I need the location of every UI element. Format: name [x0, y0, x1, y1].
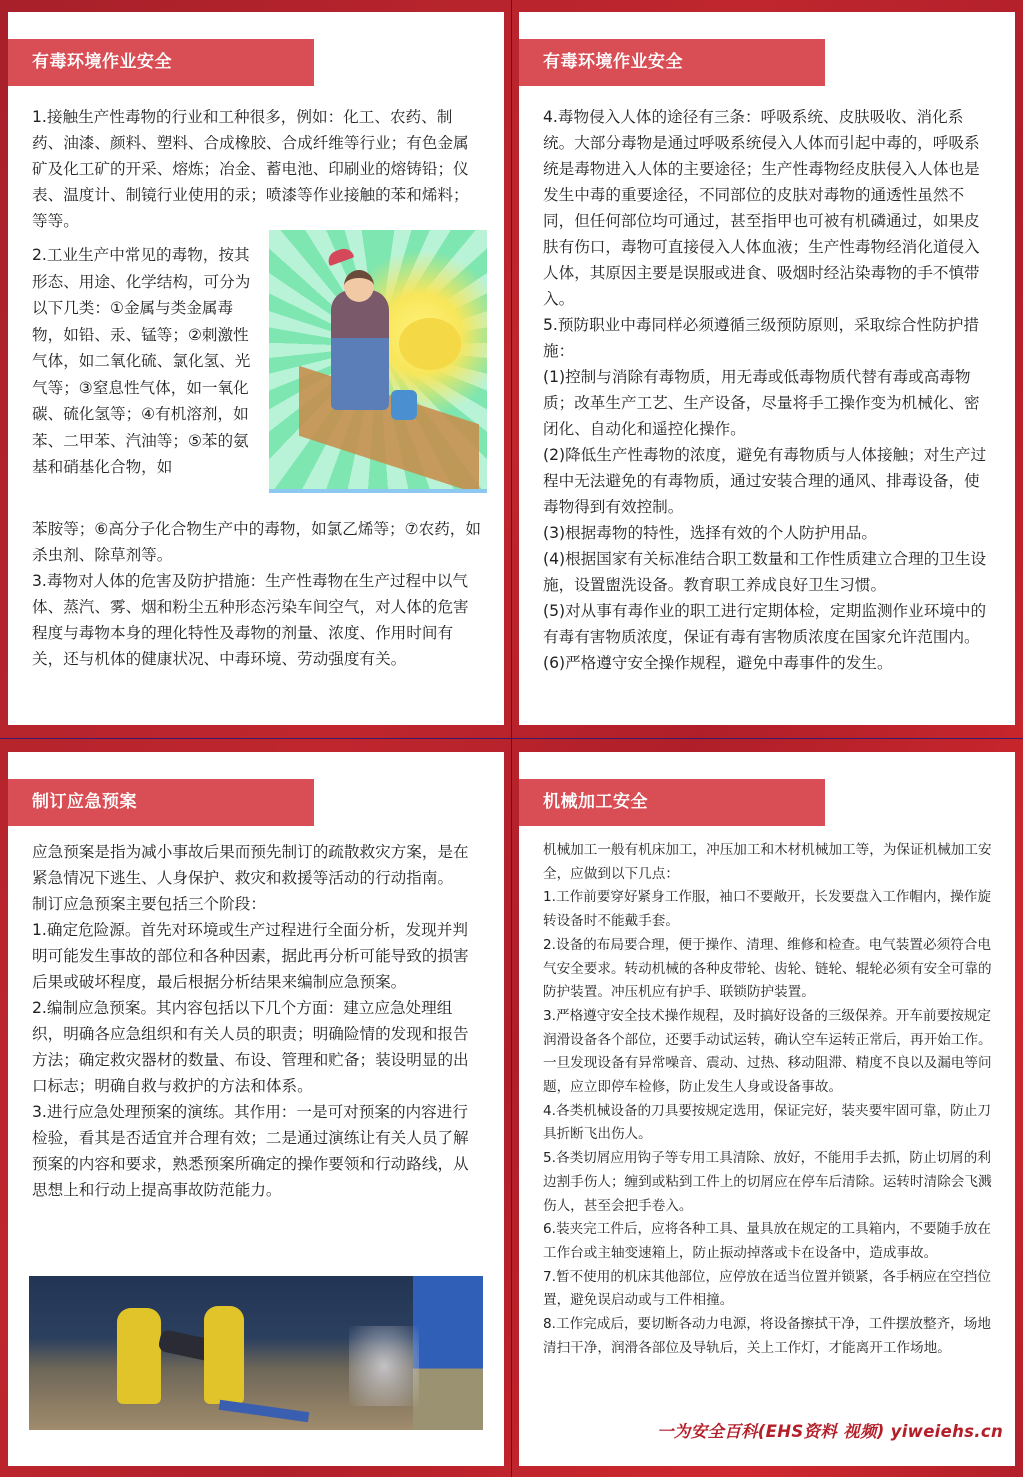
worker-toxic-gas-illustration [269, 230, 487, 493]
paragraph: (3)根据毒物的特性，选择有效的个人防护用品。 [543, 524, 877, 542]
paragraph: 机械加工一般有机床加工，冲压加工和木材机械加工等，为保证机械加工安全，应做到以下几点： [543, 842, 992, 882]
paragraph: 应急预案是指为减小事故后果而预先制订的疏散救灾方案，是在紧急情况下逃生、人身保护、救灾和救援等活动的行动指南。 [32, 843, 469, 887]
stretcher [219, 1400, 310, 1422]
panel-title: 有毒环境作业安全 [8, 39, 314, 86]
table-shape [299, 366, 479, 493]
smoke [349, 1326, 419, 1406]
paragraph: 1.工作前要穿好紧身工作服，袖口不要敞开，长发要盘入工作帽内，操作旋转设备时不能戴手套。 [543, 889, 991, 930]
paragraph: 7.暂不使用的机床其他部位，应停放在适当位置并锁紧，各手柄应在空挡位置，避免误启动或与工件相撞。 [543, 1268, 991, 1309]
panel-emergency-plan [8, 752, 504, 1466]
panel-machining-safety [519, 752, 1015, 1466]
paragraph: (5)对从事有毒作业的职工进行定期体检，定期监测作业环境中的有毒有害物质浓度，保证有毒有害物质浓度在国家允许范围内。 [543, 602, 987, 646]
panel-toxic-environment-1 [8, 12, 504, 725]
paragraph: 2.编制应急预案。其内容包括以下几个方面：建立应急处理组织，明确各应急组织和有关人员的职责；明确险情的发现和报告方法；确定救灾器材的数量、布设、管理和贮备；装设明显的出口标志；明确自救与救护的方法和体系。 [32, 999, 469, 1095]
paragraph: 6.装夹完工件后，应将各种工具、量具放在规定的工具箱内，不要随手放在工作台或主轴变速箱上，防止振动掉落或卡在设备中，造成事故。 [543, 1221, 991, 1261]
paragraph: 8.工作完成后，要切断各动力电源，将设备擦拭干净，工件摆放整齐，场地清扫干净，润滑各部位及导轨后，关上工作灯，才能离开工作场地。 [543, 1316, 991, 1356]
blue-building [413, 1276, 483, 1430]
paragraph-hazards: 3.毒物对人体的危害及防护措施：生产性毒物在生产过程中以气体、蒸汽、雾、烟和粉尘五种形态污染车间空气，对人体的危害程度与毒物本身的理化特性及毒物的剂量、浓度、作用时间有关，还与机体的健康状况、中毒环境、劳动强度有关。 [32, 572, 469, 668]
panel-title: 有毒环境作业安全 [519, 39, 825, 86]
paragraph: 3.进行应急处理预案的演练。其作用：一是可对预案的内容进行检验，看其是否适宜并合理有效；二是通过演练让有关人员了解预案的内容和要求，熟悉预案所确定的操作要领和行动路线，从思想上和行动上提高事故防范能力。 [32, 1103, 469, 1199]
watermark: 一为安全百科(EHS资料 视频) yiweiehs.cn [657, 1422, 1003, 1441]
paragraph: 4.毒物侵入人体的途径有三条：呼吸系统、皮肤吸收、消化系统。大部分毒物是通过呼吸系统侵入人体而引起中毒的，呼吸系统是毒物进入人体的主要途径；生产性毒物经皮肤侵入人体也是发生中毒的重要途径，不同部位的皮肤对毒物的通透性虽然不同，但任何部位均可通过，甚至指甲也可被有机磷通过，如果皮肤有伤口，毒物可直接侵入人体血液；生产性毒物经消化道侵入人体，其原因主要是误服或进食、吸烟时经沾染毒物的手不慎带入。 [543, 108, 980, 308]
panel-title: 机械加工安全 [519, 779, 825, 826]
panel-toxic-environment-2 [519, 12, 1015, 725]
paragraph-poison-types: 2.工业生产中常见的毒物，按其形态、用途、化学结构，可分为以下几类：①金属与类金属毒物，如铅、汞、锰等；②刺激性气体，如二氧化硫、氯化氢、光气等；③窒息性气体，如一氧化碳、硫化氢等；④有机溶剂，如苯、二甲苯、汽油等；⑤苯的氨基和硝基化合物，如 [32, 246, 251, 476]
paragraph: 3.严格遵守安全技术操作规程，及时搞好设备的三级保养。开车前要按规定润滑设备各个部位，还要手动试运转，确认空车运转正常后，再开始工作。一旦发现设备有异常噪音、震动、过热、移动阻滞、精度不良以及漏电等问题，应立即停车检修，防止发生人身或设备事故。 [543, 1007, 992, 1096]
paragraph-poison-types-rest: 苯胺等；⑥高分子化合物生产中的毒物，如氯乙烯等；⑦农药，如杀虫剂、除草剂等。 [32, 520, 481, 564]
paragraph: (1)控制与消除有毒物质，用无毒或低毒物质代替有毒或高毒物质；改革生产工艺、生产设备，尽量将手工操作变为机械化、密闭化、自动化和遥控化操作。 [543, 368, 980, 438]
paragraph: 5.预防职业中毒同样必须遵循三级预防原则，采取综合性防护措施： [543, 316, 979, 360]
hazmat-suit-rescuer [117, 1308, 161, 1404]
panel-body [32, 839, 482, 1203]
toxic-cloud [399, 318, 461, 370]
flying-cap [326, 246, 355, 266]
paragraph: (2)降低生产性毒物的浓度，避免有毒物质与人体接触；对生产过程中无法避免的有毒物质，通过安装合理的通风、排毒设备，使毒物得到有效控制。 [543, 446, 987, 516]
chemical-jar [391, 390, 417, 420]
paragraph: (4)根据国家有关标准结合职工数量和工作性质建立合理的卫生设施，设置盥洗设备。教育职工养成良好卫生习惯。 [543, 550, 987, 594]
paragraph: 2.设备的布局要合理，便于操作、清理、维修和检查。电气装置必须符合电气安全要求。转动机械的各种皮带轮、齿轮、链轮、辊轮必须有安全可靠的防护装置。冲压机应有护手、联锁防护装置。 [543, 936, 992, 1001]
horizontal-divider [0, 738, 1023, 739]
paragraph-industries: 1.接触生产性毒物的行业和工种很多，例如：化工、农药、制药、油漆、颜料、塑料、合成橡胶、合成纤维等行业；有色金属矿及化工矿的开采、熔炼；冶金、蓄电池、印刷业的熔铸铅；仪表、温度计、制镜行业使用的汞；喷漆等作业接触的苯和烯料；等等。 [32, 108, 469, 230]
hazmat-suit-rescuer [204, 1306, 244, 1404]
paragraph: 制订应急预案主要包括三个阶段： [32, 895, 266, 913]
paragraph: 4.各类机械设备的刀具要按规定选用，保证完好，装夹要牢固可靠，防止刀具折断飞出伤人。 [543, 1102, 991, 1143]
panel-body [543, 839, 993, 1360]
panel-body [543, 104, 993, 676]
paragraph: (6)严格遵守安全操作规程，避免中毒事件的发生。 [543, 654, 893, 672]
paragraph: 5.各类切屑应用钩子等专用工具清除、放好，不能用手去抓，防止切屑的利边割手伤人；缠到或粘到工件上的切屑应在停车后清除。运转时清除会飞溅伤人，甚至会把手卷入。 [543, 1150, 992, 1214]
panel-title: 制订应急预案 [8, 779, 314, 826]
hazmat-rescue-drill-photo [29, 1276, 483, 1430]
worker-head [344, 270, 374, 302]
paragraph: 1.确定危险源。首先对环境或生产过程进行全面分析，发现并判明可能发生事故的部位和各种因素，据此再分析可能导致的损害后果或破坏程度，最后根据分析结果来编制应急预案。 [32, 921, 469, 991]
worker-figure [331, 290, 389, 410]
paragraph-continued [32, 516, 482, 672]
